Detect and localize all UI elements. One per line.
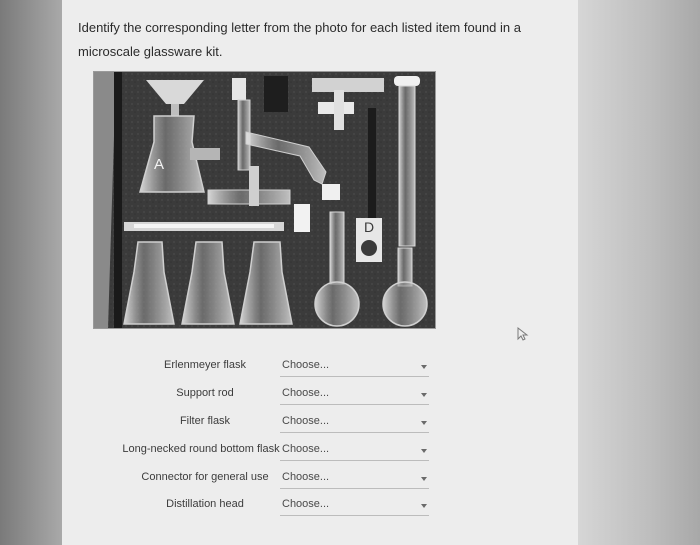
chevron-down-icon xyxy=(421,504,427,508)
question-text: Identify the corresponding letter from the photo for each listed item found in a microscale glassware kit. xyxy=(78,20,521,59)
glassware-kit-image xyxy=(94,72,435,328)
glassware-photo xyxy=(93,71,436,329)
connector-for-general-use-select[interactable] xyxy=(280,468,429,489)
select-value: Choose... xyxy=(282,443,330,455)
item-label-long-necked-round-bottom-flask: Long-necked round bottom flask xyxy=(122,443,280,455)
long-necked-round-bottom-flask-select[interactable] xyxy=(280,440,429,461)
select-value: Choose... xyxy=(282,359,330,371)
item-label-erlenmeyer-flask: Erlenmeyer flask xyxy=(164,359,246,371)
support-rod-select[interactable] xyxy=(280,384,429,405)
chevron-down-icon xyxy=(421,421,427,425)
erlenmeyer-flask-select[interactable] xyxy=(280,356,429,377)
distillation-head-select[interactable] xyxy=(280,495,429,516)
background-left xyxy=(0,0,62,545)
filter-flask-select[interactable] xyxy=(280,412,429,433)
item-label-support-rod: Support rod xyxy=(176,387,234,399)
question-panel xyxy=(62,0,578,545)
chevron-down-icon xyxy=(421,393,427,397)
select-value: Choose... xyxy=(282,387,330,399)
select-value: Choose... xyxy=(282,415,330,427)
mouse-pointer-icon xyxy=(517,327,529,341)
item-label-distillation-head: Distillation head xyxy=(166,498,244,510)
background-right xyxy=(578,0,700,545)
chevron-down-icon xyxy=(421,449,427,453)
item-label-filter-flask: Filter flask xyxy=(179,415,231,427)
chevron-down-icon xyxy=(421,477,427,481)
photo-label-d: D xyxy=(364,219,375,235)
select-value: Choose... xyxy=(282,498,330,510)
photo-label-a: A xyxy=(154,156,165,173)
select-value: Choose... xyxy=(282,471,330,483)
item-label-connector-for-general-use: Connector for general use xyxy=(141,471,269,483)
chevron-down-icon xyxy=(421,365,427,369)
